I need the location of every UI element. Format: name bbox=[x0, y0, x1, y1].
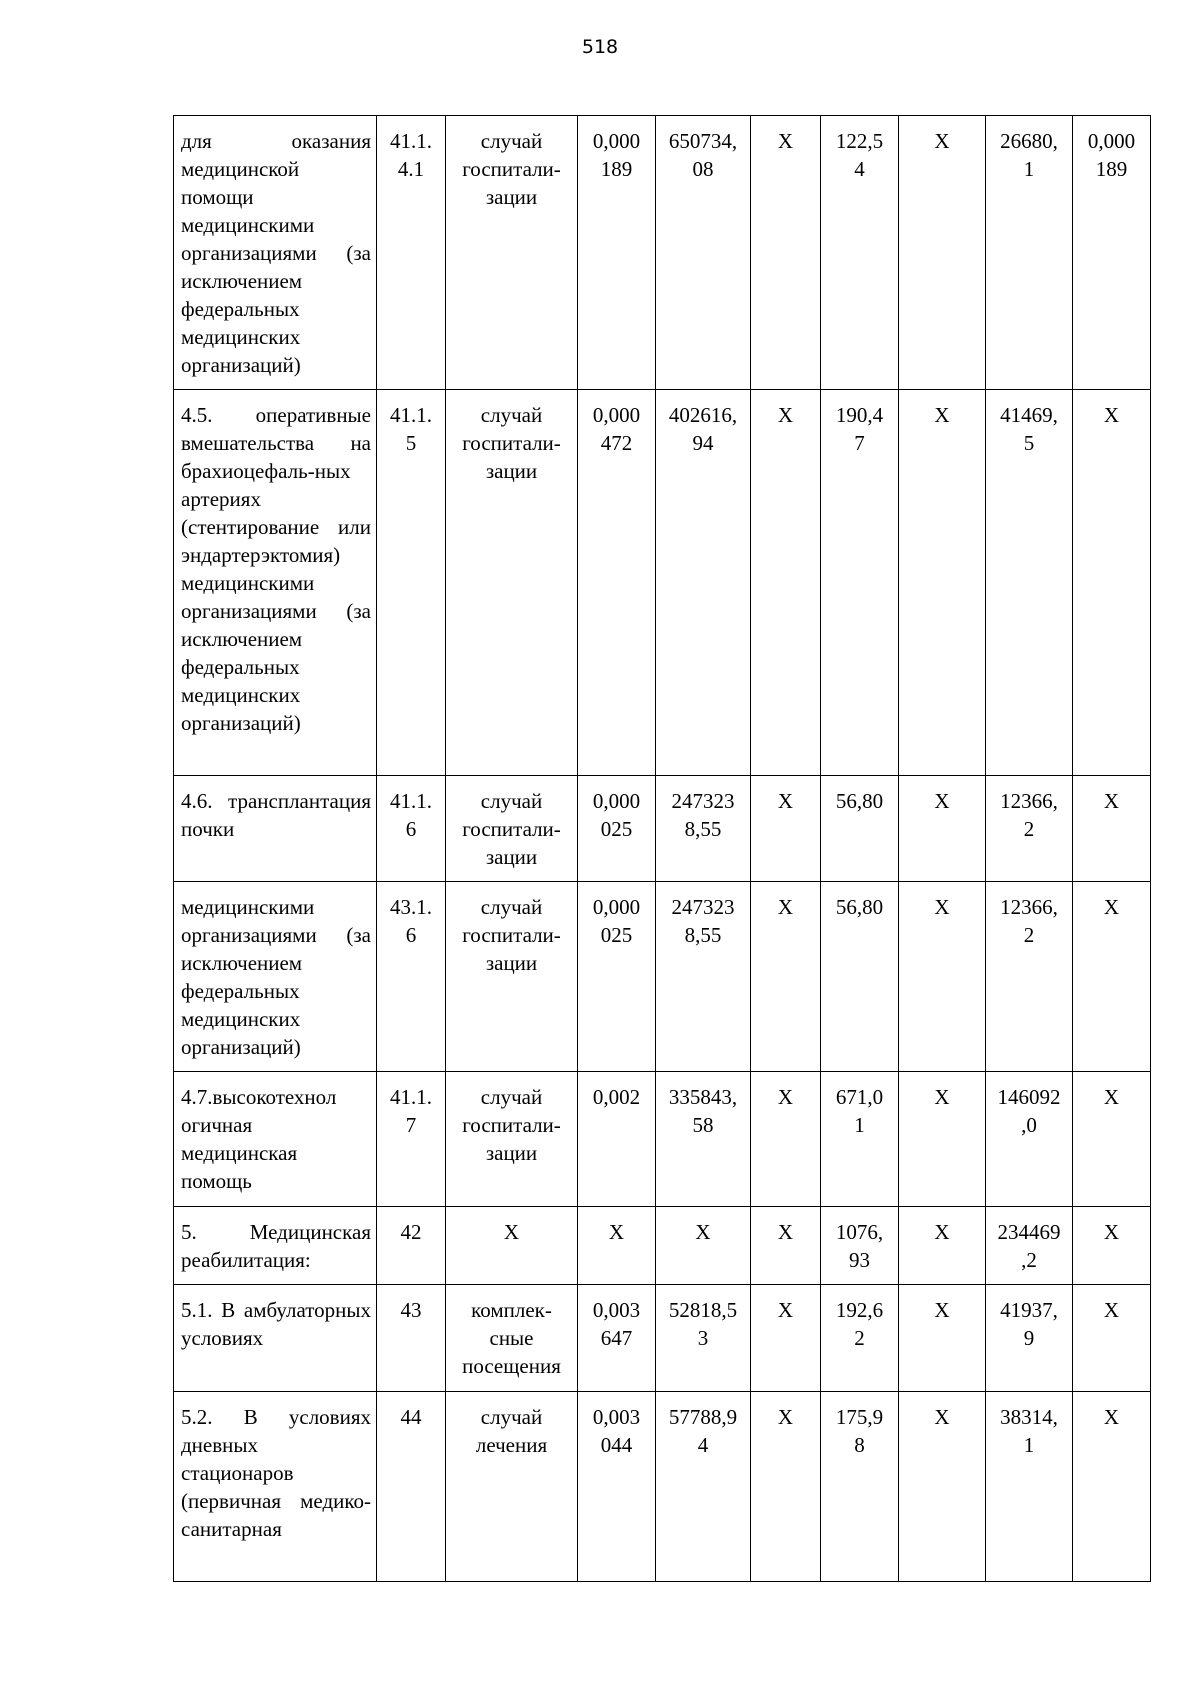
row-label-cell: 4.7.высокотехнол огичная медицинская помощь bbox=[174, 1072, 377, 1207]
row-number-cell: 43.1. 6 bbox=[377, 882, 446, 1072]
value-cell: Х bbox=[899, 390, 986, 776]
value-cell: 0,000 189 bbox=[1073, 116, 1151, 390]
value-cell: Х bbox=[751, 1072, 821, 1207]
value-cell: Х bbox=[656, 1207, 751, 1285]
unit-cell: случай госпитали- зации bbox=[446, 776, 578, 882]
value-cell: Х bbox=[1073, 390, 1151, 776]
value-cell: 12366, 2 bbox=[986, 776, 1073, 882]
data-table bbox=[173, 115, 1151, 1582]
row-number-cell: 44 bbox=[377, 1392, 446, 1582]
table-row bbox=[174, 882, 1151, 1072]
unit-cell: случай госпитали- зации bbox=[446, 1072, 578, 1207]
value-cell: 335843, 58 bbox=[656, 1072, 751, 1207]
value-cell: Х bbox=[899, 116, 986, 390]
value-cell: 52818,5 3 bbox=[656, 1285, 751, 1392]
value-cell: Х bbox=[1073, 1207, 1151, 1285]
row-number-cell: 41.1. 6 bbox=[377, 776, 446, 882]
value-cell: 234469 ,2 bbox=[986, 1207, 1073, 1285]
value-cell: Х bbox=[1073, 1392, 1151, 1582]
value-cell: Х bbox=[1073, 776, 1151, 882]
value-cell: Х bbox=[751, 116, 821, 390]
value-cell: 0,000 025 bbox=[578, 882, 656, 1072]
page-number: 518 bbox=[581, 36, 619, 58]
value-cell: 38314, 1 bbox=[986, 1392, 1073, 1582]
value-cell: 26680, 1 bbox=[986, 116, 1073, 390]
value-cell: 41469, 5 bbox=[986, 390, 1073, 776]
value-cell: 247323 8,55 bbox=[656, 882, 751, 1072]
value-cell: 190,4 7 bbox=[821, 390, 899, 776]
value-cell: Х bbox=[751, 390, 821, 776]
value-cell: Х bbox=[899, 1072, 986, 1207]
row-label-cell: для оказания медицинской помощи медицинскими организациями (за исключением федеральных медицинских организаций) bbox=[174, 116, 377, 390]
value-cell: 0,003 647 bbox=[578, 1285, 656, 1392]
table-row bbox=[174, 1285, 1151, 1392]
value-cell: 192,6 2 bbox=[821, 1285, 899, 1392]
table-row bbox=[174, 1207, 1151, 1285]
unit-cell: комплек- сные посещения bbox=[446, 1285, 578, 1392]
value-cell: Х bbox=[1073, 1072, 1151, 1207]
value-cell: Х bbox=[1073, 1285, 1151, 1392]
table-row bbox=[174, 1392, 1151, 1582]
value-cell: 247323 8,55 bbox=[656, 776, 751, 882]
value-cell: 0,000 472 bbox=[578, 390, 656, 776]
unit-cell: случай госпитали- зации bbox=[446, 882, 578, 1072]
value-cell: 671,0 1 bbox=[821, 1072, 899, 1207]
value-cell: 0,002 bbox=[578, 1072, 656, 1207]
value-cell: Х bbox=[899, 1285, 986, 1392]
value-cell: Х bbox=[751, 1392, 821, 1582]
row-number-cell: 41.1. 5 bbox=[377, 390, 446, 776]
value-cell: Х bbox=[751, 1285, 821, 1392]
unit-cell: случай госпитали- зации bbox=[446, 390, 578, 776]
table-row bbox=[174, 390, 1151, 776]
value-cell: Х bbox=[899, 1392, 986, 1582]
table-row bbox=[174, 776, 1151, 882]
value-cell: 122,5 4 bbox=[821, 116, 899, 390]
table-row bbox=[174, 1072, 1151, 1207]
row-number-cell: 42 bbox=[377, 1207, 446, 1285]
value-cell: 0,003 044 bbox=[578, 1392, 656, 1582]
value-cell: Х bbox=[751, 776, 821, 882]
row-number-cell: 41.1. 4.1 bbox=[377, 116, 446, 390]
row-label-cell: 4.6. трансплантация почки bbox=[174, 776, 377, 882]
row-number-cell: 41.1. 7 bbox=[377, 1072, 446, 1207]
row-label-cell: медицинскими организациями (за исключением федеральных медицинских организаций) bbox=[174, 882, 377, 1072]
value-cell: Х bbox=[578, 1207, 656, 1285]
table-row bbox=[174, 116, 1151, 390]
row-number-cell: 43 bbox=[377, 1285, 446, 1392]
value-cell: Х bbox=[899, 776, 986, 882]
value-cell: 57788,9 4 bbox=[656, 1392, 751, 1582]
value-cell: 0,000 189 bbox=[578, 116, 656, 390]
value-cell: 0,000 025 bbox=[578, 776, 656, 882]
value-cell: Х bbox=[899, 1207, 986, 1285]
row-label-cell: 5.2. В условиях дневных стационаров (первичная медико-санитарная bbox=[174, 1392, 377, 1582]
value-cell: 650734, 08 bbox=[656, 116, 751, 390]
unit-cell: случай госпитали- зации bbox=[446, 116, 578, 390]
value-cell: 41937, 9 bbox=[986, 1285, 1073, 1392]
value-cell: 146092 ,0 bbox=[986, 1072, 1073, 1207]
value-cell: Х bbox=[751, 882, 821, 1072]
row-label-cell: 5.1. В амбулаторных условиях bbox=[174, 1285, 377, 1392]
value-cell: 56,80 bbox=[821, 882, 899, 1072]
value-cell: 1076, 93 bbox=[821, 1207, 899, 1285]
value-cell: Х bbox=[1073, 882, 1151, 1072]
unit-cell: случай лечения bbox=[446, 1392, 578, 1582]
value-cell: 175,9 8 bbox=[821, 1392, 899, 1582]
value-cell: 402616, 94 bbox=[656, 390, 751, 776]
value-cell: Х bbox=[899, 882, 986, 1072]
row-label-cell: 5. Медицинская реабилитация: bbox=[174, 1207, 377, 1285]
value-cell: 12366, 2 bbox=[986, 882, 1073, 1072]
row-label-cell: 4.5. оперативные вмешательства на брахиоцефаль-ных артериях (стентирование или эндартерэктомия) медицинскими организациями (за исключением федеральных медицинских организаций) bbox=[174, 390, 377, 776]
value-cell: 56,80 bbox=[821, 776, 899, 882]
value-cell: Х bbox=[751, 1207, 821, 1285]
unit-cell: Х bbox=[446, 1207, 578, 1285]
